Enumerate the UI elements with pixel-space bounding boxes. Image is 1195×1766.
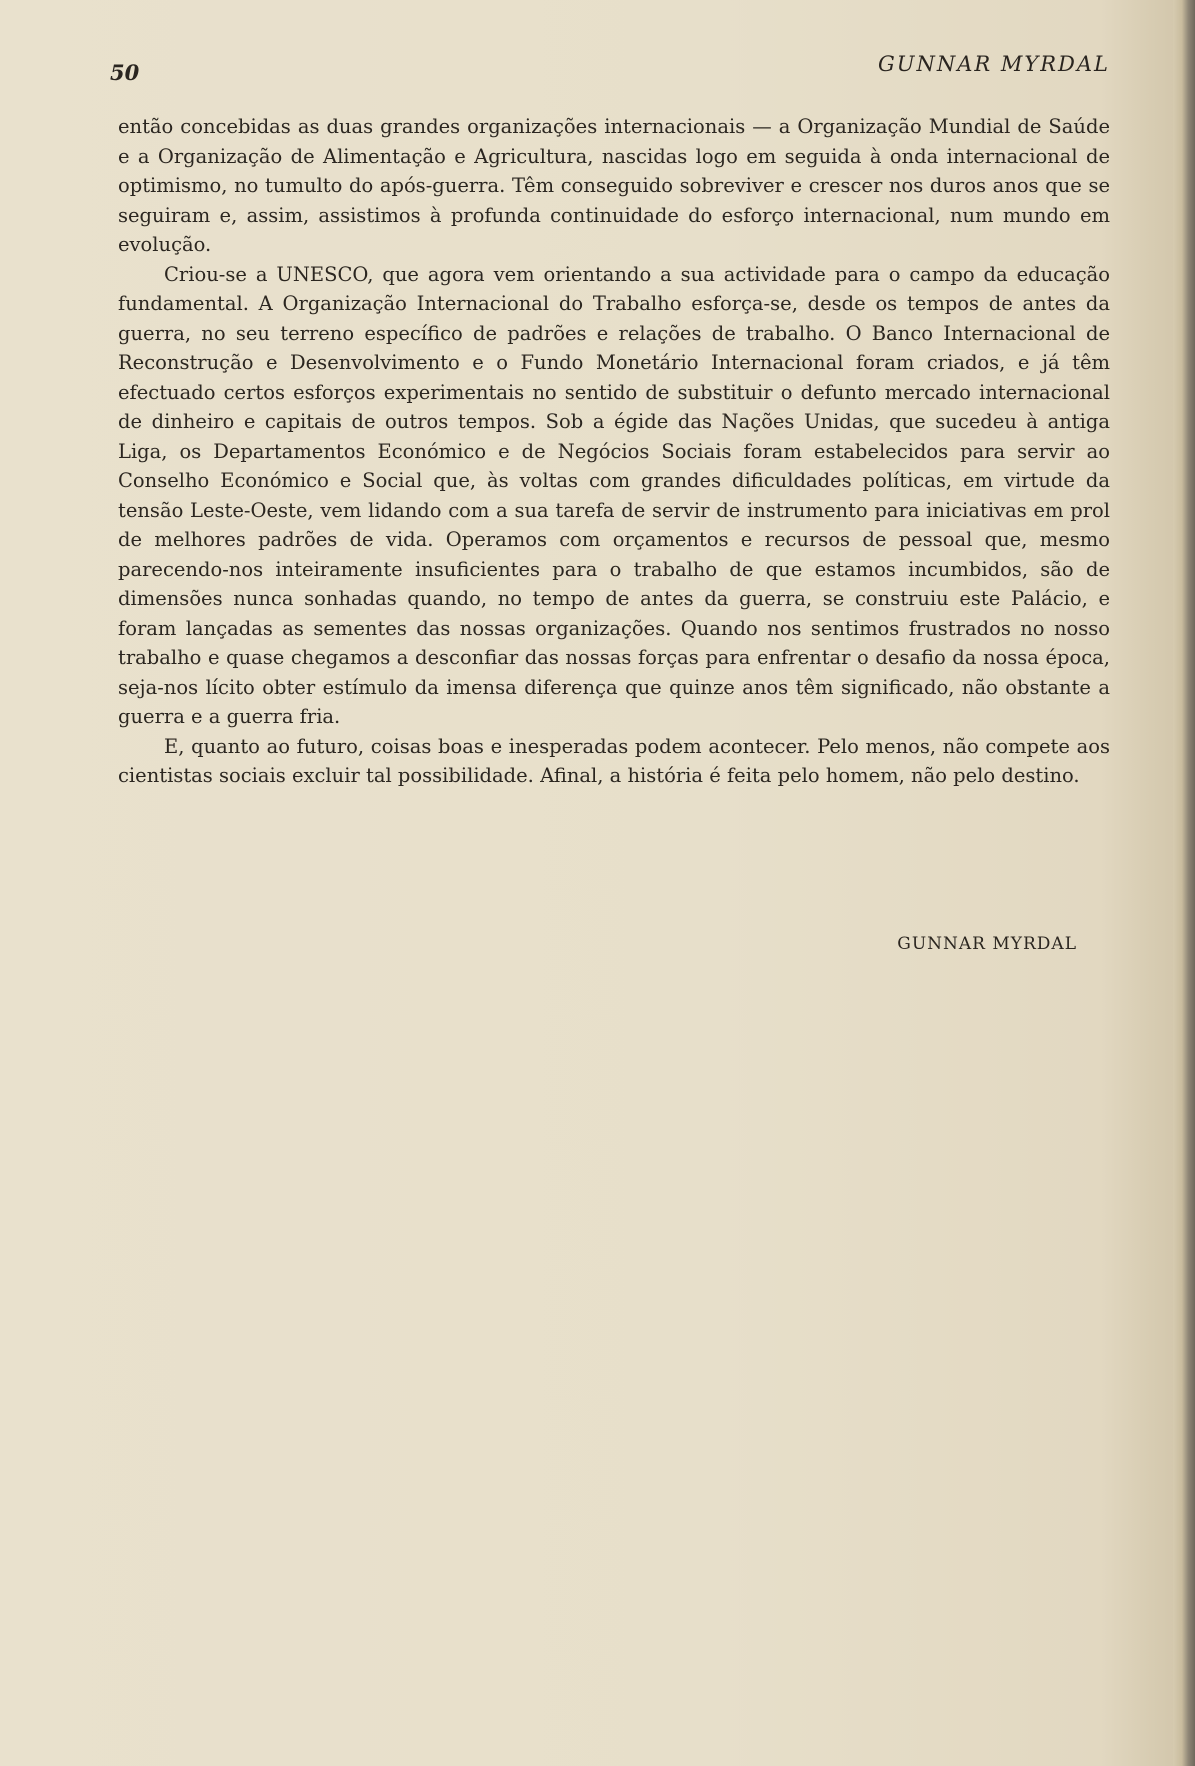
author-signature: GUNNAR MYRDAL (897, 934, 1077, 954)
paragraph-2: Criou-se a UNESCO, que agora vem orientando a sua actividade para o campo da educação fundamental. A Organização Internacional do Trabalho esforça-se, desde os tempos de antes da guerra, no seu terreno específico de padrões e relações de trabalho. O Banco Internacional de Reconstrução e Desenvolvimento e o Fundo Monetário Internacional foram criados, e já têm efectuado certos esforços experimentais no sentido de substituir o defunto mercado internacional de dinheiro e capitais de outros tempos. Sob a égide das Nações Unidas, que sucedeu à antiga Liga, os Departamentos Económico e de Negócios Sociais foram estabelecidos para servir ao Conselho Económico e Social que, às voltas com grandes dificuldades políticas, em virtude da tensão Leste-Oeste, vem lidando com a sua tarefa de servir de instrumento para iniciativas em prol de melhores padrões de vida. Operamos com orçamentos e recursos de pessoal que, mesmo parecendo-nos inteiramente insuficientes para o trabalho de que estamos incumbidos, são de dimensões nunca sonhadas quando, no tempo de antes da guerra, se construiu este Palácio, e foram lançadas as sementes das nossas organizações. Quando nos sentimos frustrados no nosso trabalho e quase chegamos a desconfiar das nossas forças para enfrentar o desafio da nossa época, seja-nos lícito obter estímulo da imensa diferença que quinze anos têm significado, não obstante a guerra e a guerra fria. (118, 262, 1110, 728)
page-number: 50 (110, 60, 140, 85)
running-head: GUNNAR MYRDAL (877, 52, 1110, 76)
body-text (118, 112, 1110, 791)
paragraph-3: E, quanto ao futuro, coisas boas e inesperadas podem acontecer. Pelo menos, não compete aos cientistas sociais excluir tal possibilidade. Afinal, a história é feita pelo homem, não pelo destino. (118, 734, 1110, 787)
paragraph-1: então concebidas as duas grandes organizações internacionais — a Organização Mundial de Saúde e a Organização de Alimentação e Agricultura, nascidas logo em seguida à onda internacional de optimismo, no tumulto do após-guerra. Têm conseguido sobreviver e crescer nos duros anos que se seguiram e, assim, assistimos à profunda continuidade do esforço internacional, num mundo em evolução. (118, 115, 1110, 256)
page-edge-shadow (1173, 0, 1195, 1766)
page-header (110, 52, 1110, 92)
